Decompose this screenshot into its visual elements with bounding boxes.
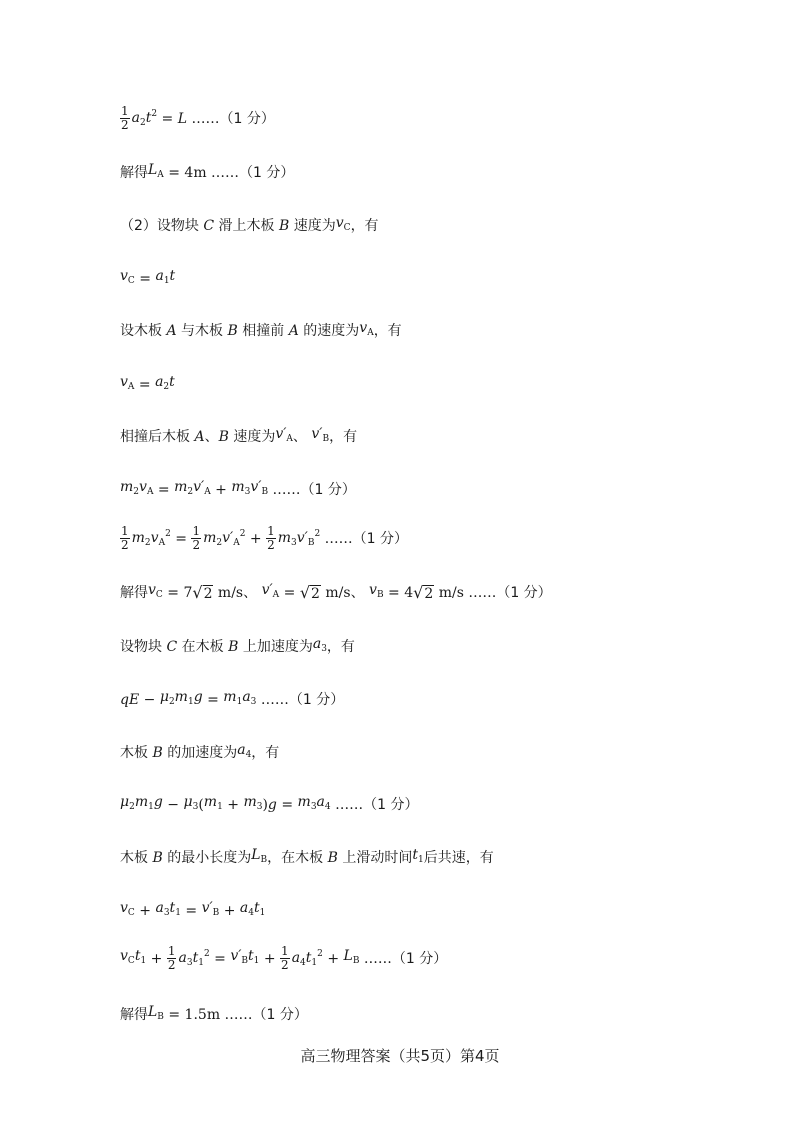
text-line-3: （2）设物块 C 滑上木板 B 速度为 $v_C$ ，有 <box>120 215 379 234</box>
equation-line-9: $\frac{1}{2}$ $m_2v_A^2$ = $\frac{1}{2}$ $m_2v'_A^2$ + $\frac{1}{2}$ $m_3v'_B^2$ …… （1 分） <box>121 524 408 552</box>
text-line-5: 设木板 A 与木板 B 相撞前 A 的速度为 $v_A$ ，有 <box>120 320 402 339</box>
equation-line-17: $v_Ct_1$ + $\frac{1}{2}$ $a_3t_1^2$ = $v'_Bt_1$ + $\frac{1}{2}$ $a_4t_1^2$ + $L_B$ …… （1 分） <box>120 944 448 972</box>
text-line-7: 相撞后木板 A 、 B 速度为 $v'_A$ 、 $v'_B$ ，有 <box>120 426 358 445</box>
equation-line-6: $v_A$ = $a_2t$ <box>120 374 175 393</box>
text-line-18: 解得 $L_B$ = 1.5m …… （1 分） <box>120 1004 308 1023</box>
text-line-2: 解得 $L_A$ = 4m …… （1 分） <box>120 162 295 181</box>
equation-line-4: $v_C$ = $a_1t$ <box>120 268 176 287</box>
equation-line-8: $m_2v_A$ = $m_2v'_A$ + $m_3v'_B$ …… （1 分） <box>120 479 356 498</box>
equation-line-16: $v_C$ + $a_3t_1$ = $v'_B$ + $a_4t_1$ <box>120 900 266 919</box>
fraction-one-half: $\frac{1}{2}$ <box>121 104 129 132</box>
text-line-13: 木板 B 的加速度为 $a_4$ ，有 <box>120 742 280 761</box>
equation-line-12: qE − $\mu_2m_1g$ = $m_1a_3$ …… （1 分） <box>120 689 345 708</box>
text-line-11: 设物块 C 在木板 B 上加速度为 $a_3$ ，有 <box>120 636 355 655</box>
equation-line-1: $\frac{1}{2}$ $a_2t^2$ = L …… （1 分） <box>121 104 275 132</box>
text-line-10: 解得 $v_C$ = 7 √ 2 m/s 、 $v'_A$ = √ 2 m/s 、 $v_B$ = 4 √ 2 m/s …… （1 分） <box>120 582 552 602</box>
equation-line-14: $\mu_2m_1g$ − $\mu_3$ ( $m_1$ + $m_3$ ) g = $m_3a_4$ …… （1 分） <box>120 794 419 813</box>
page-footer: 高三物理答案（共5页）第4页 <box>300 1047 500 1065</box>
text-line-15: 木板 B 的最小长度为 $L_B$ ，在木板 B 上滑动时间 $t_1$ 后共速，有 <box>120 847 494 866</box>
